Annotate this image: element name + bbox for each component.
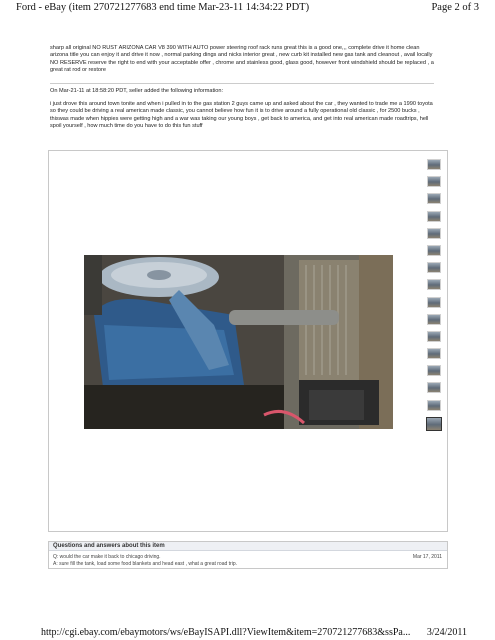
thumbnail[interactable]: [427, 400, 441, 411]
engine-bay-photo-icon: [84, 255, 393, 429]
seller-added-text: i just drove this around town tonite and when i pulled in to the gas station 2 guys came up and asked about the car , they wanted to trade me a 1990 toyota so they could be driving a real american made classic, you cannot believe how fun it is to drive around a fully operational old classic , for 2500 bucks , thiswas made when hippies were getting high and a war was taking our young boys , get back to america, and get into real american made roadtrips, hell spoil yourself , how much time do you have to do this fun stuff: [50, 101, 433, 130]
thumbnail-strip: [427, 159, 443, 437]
print-page-number: Page 2 of 3: [431, 2, 479, 13]
main-photo[interactable]: [84, 255, 393, 429]
thumbnail[interactable]: [427, 331, 441, 342]
print-url: http://cgi.ebay.com/ebaymotors/ws/eBayISAPI.dll?ViewItem&item=270721277683&ssPa...: [41, 627, 411, 638]
photo-gallery: [48, 150, 448, 532]
thumbnail[interactable]: [427, 228, 441, 239]
qa-answer: A: sure fill the tank, load some food blankets and head east , what a great road trip.: [53, 561, 237, 567]
print-footer: [0, 624, 495, 640]
thumbnail[interactable]: [427, 279, 441, 290]
print-date: 3/24/2011: [426, 627, 467, 638]
thumbnail[interactable]: [427, 348, 441, 359]
thumbnail[interactable]: [427, 245, 441, 256]
qa-title: Questions and answers about this item: [49, 542, 447, 551]
thumbnail[interactable]: [427, 262, 441, 273]
thumbnail[interactable]: [427, 211, 441, 222]
qa-section: [48, 541, 448, 569]
thumbnail-active[interactable]: [426, 417, 442, 431]
print-page-title: Ford - eBay (item 270721277683 end time Mar-23-11 14:34:22 PDT): [16, 2, 310, 13]
section-divider: [50, 83, 434, 84]
thumbnail[interactable]: [427, 297, 441, 308]
item-description: sharp all original NO RUST ARIZONA CAR V8 390 WITH AUTO power steering roof rack runs great this is a good one,,, complete drive it home clean arizona title you can enjoy it and drive it now , normal parking dings and nicks interior great , new curb kit installed new gas tank and cleanout , avail locally NO RESERVE reserve the right to end with your acceptable offer , chrome and stainless good, glass good, however front windshield should be replaced , a great rat rod or restore: [50, 45, 434, 74]
thumbnail[interactable]: [427, 193, 441, 204]
thumbnail[interactable]: [427, 314, 441, 325]
thumbnail[interactable]: [427, 176, 441, 187]
thumbnail[interactable]: [427, 365, 441, 376]
qa-date: Mar 17, 2011: [412, 554, 442, 560]
qa-question: Q: would the car make it back to chicago driving.: [53, 554, 161, 560]
seller-added-header: On Mar-21-11 at 18:58:20 PDT, seller added the following information:: [50, 88, 224, 94]
thumbnail[interactable]: [427, 382, 441, 393]
thumbnail[interactable]: [427, 159, 441, 170]
print-header: [0, 0, 495, 16]
